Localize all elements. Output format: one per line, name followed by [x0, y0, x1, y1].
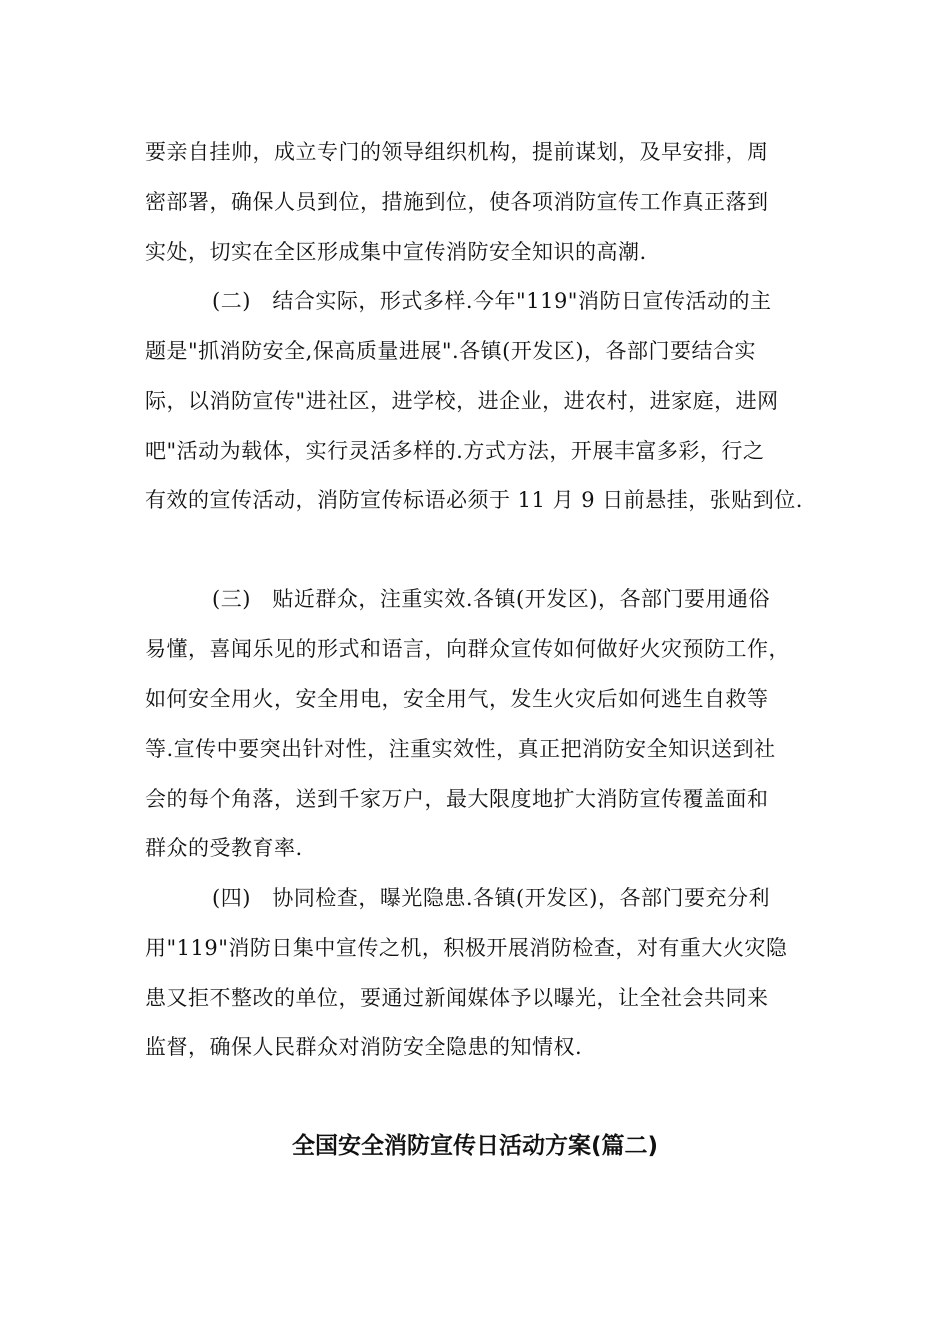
- paragraph-line: (二) 结合实际，形式多样.今年"119"消防日宣传活动的主: [212, 289, 772, 313]
- paragraph-line: 会的每个角落，送到千家万户，最大限度地扩大消防宣传覆盖面和: [145, 787, 769, 811]
- paragraph-line: 如何安全用火，安全用电，安全用气，发生火灾后如何逃生自救等: [145, 687, 769, 711]
- paragraph-line: 患又拒不整改的单位，要通过新闻媒体予以曝光，让全社会共同来: [145, 986, 769, 1010]
- paragraph-line: 实处，切实在全区形成集中宣传消防安全知识的高潮.: [145, 240, 647, 264]
- paragraph-line: 群众的受教育率.: [145, 836, 303, 860]
- paragraph-line: (三) 贴近群众，注重实效.各镇(开发区)，各部门要用通俗: [212, 587, 770, 611]
- paragraph-line: 用"119"消防日集中宣传之机，积极开展消防检查，对有重大火灾隐: [145, 936, 788, 960]
- paragraph-line: 际，以消防宣传"进社区，进学校，进企业，进农村，进家庭，进网: [145, 389, 779, 413]
- paragraph-line: 监督，确保人民群众对消防安全隐患的知情权.: [145, 1035, 583, 1059]
- paragraph-line: 吧"活动为载体，实行灵活多样的.方式方法，开展丰富多彩，行之: [145, 439, 765, 463]
- paragraph-line: (四) 协同检查，曝光隐患.各镇(开发区)，各部门要充分利: [212, 886, 770, 910]
- paragraph-line: 易懂，喜闻乐见的形式和语言，向群众宣传如何做好火灾预防工作，: [145, 637, 790, 661]
- paragraph-line: 题是"抓消防安全,保高质量进展".各镇(开发区)，各部门要结合实: [145, 339, 757, 363]
- section-heading: 全国安全消防宣传日活动方案(篇二): [291, 1133, 659, 1159]
- paragraph-line: 密部署，确保人员到位，措施到位，使各项消防宣传工作真正落到: [145, 190, 769, 214]
- paragraph-line: 要亲自挂帅，成立专门的领导组织机构，提前谋划，及早安排，周: [145, 140, 769, 164]
- paragraph-line: 有效的宣传活动，消防宣传标语必须于 11 月 9 日前悬挂，张贴到位.: [145, 488, 803, 512]
- paragraph-line: 等.宣传中要突出针对性，注重实效性，真正把消防安全知识送到社: [145, 737, 776, 761]
